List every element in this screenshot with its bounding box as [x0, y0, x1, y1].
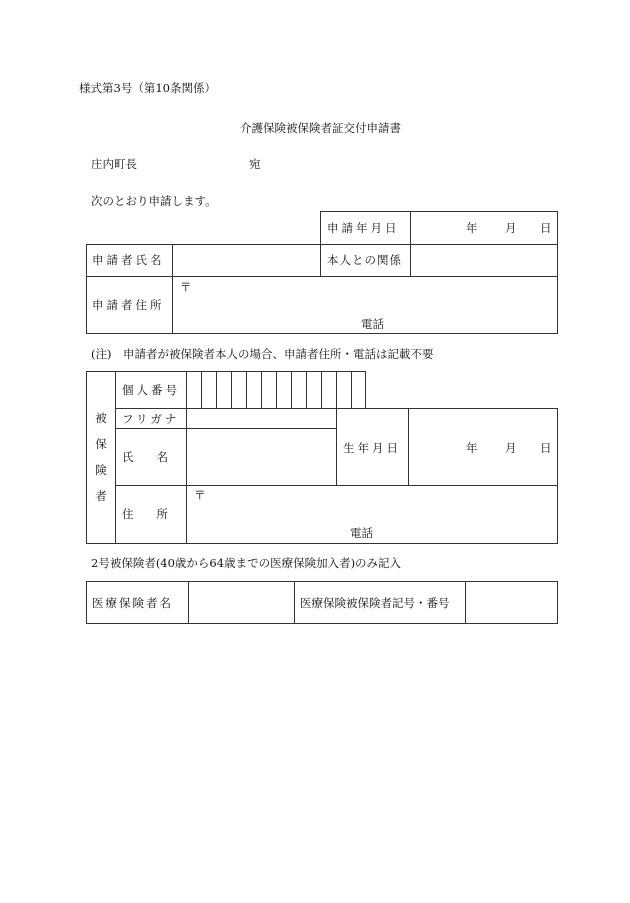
birth-date-day: 日 — [540, 441, 552, 455]
application-date-year: 年 — [466, 221, 478, 235]
applicant-address-field[interactable] — [173, 277, 557, 333]
applicant-address-label: 申請者住所 — [92, 298, 165, 312]
secondary-insured-note: 2号被保険者(40歳から64歳までの医療保険加入者)のみ記入 — [91, 556, 402, 570]
applicant-phone-label: 電話 — [361, 317, 384, 331]
applicant-name-field[interactable] — [173, 245, 320, 276]
application-date-month: 月 — [505, 221, 517, 235]
application-date-label: 申請年月日 — [327, 221, 400, 235]
intro-text: 次のとおり申請します。 — [91, 194, 217, 208]
furigana-label: フリガナ — [122, 412, 180, 426]
medical-insurer-name-label: 医療保険者名 — [92, 596, 173, 610]
application-date-field[interactable] — [411, 212, 557, 244]
application-date-day: 日 — [540, 221, 552, 235]
applicant-note: (注) 申請者が被保険者本人の場合、申請者住所・電話は記載不要 — [91, 347, 434, 361]
form-number: 様式第3号（第10条関係） — [79, 81, 216, 95]
insured-name-label: 氏 名 — [122, 450, 168, 464]
furigana-field[interactable] — [187, 409, 336, 428]
insured-group-label-1: 被 — [95, 411, 107, 425]
applicant-name-label: 申請者氏名 — [92, 253, 165, 267]
insured-address-field[interactable] — [187, 486, 557, 543]
insured-group-label-3: 険 — [95, 463, 107, 477]
medical-insurer-name-field[interactable] — [189, 582, 294, 623]
birth-date-month: 月 — [505, 441, 517, 455]
insured-number-label: 医療保険被保険者記号・番号 — [300, 596, 450, 610]
honorific: 宛 — [249, 157, 261, 171]
birth-date-label: 生年月日 — [343, 441, 401, 455]
form-title: 介護保険被保険者証交付申請書 — [240, 121, 401, 135]
birth-date-year: 年 — [466, 441, 478, 455]
insured-group-label-4: 者 — [95, 489, 107, 503]
relationship-label: 本人との関係 — [327, 253, 402, 267]
relationship-field[interactable] — [411, 245, 557, 276]
insured-name-field[interactable] — [187, 429, 336, 485]
personal-number-field[interactable] — [187, 372, 365, 408]
insured-group-label-2: 保 — [95, 437, 107, 451]
birth-date-field[interactable] — [409, 409, 557, 485]
insured-phone-label: 電話 — [350, 526, 373, 540]
insured-number-field[interactable] — [466, 582, 557, 623]
insured-postal-mark: 〒 — [194, 488, 206, 502]
recipient: 庄内町長 — [91, 157, 137, 171]
insured-address-label: 住 所 — [122, 507, 168, 521]
applicant-postal-mark: 〒 — [180, 280, 192, 294]
personal-number-label: 個人番号 — [122, 383, 180, 397]
